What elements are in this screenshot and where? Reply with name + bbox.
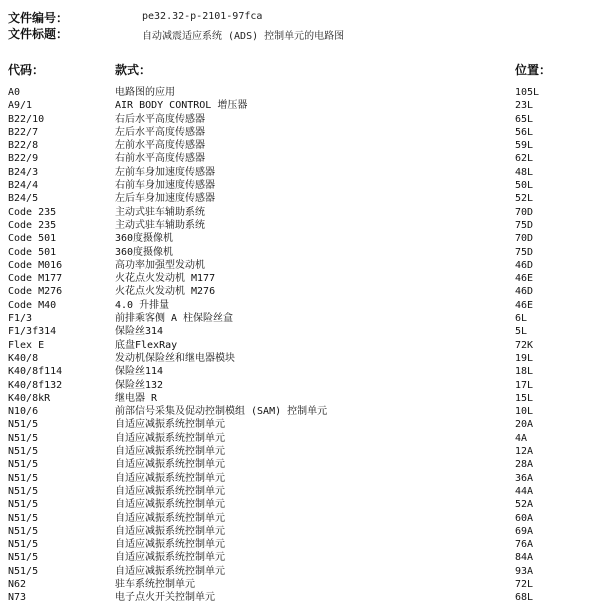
row-position: 46D (515, 286, 534, 298)
row-position: 28A (515, 459, 534, 471)
row-code: K40/8 (8, 352, 39, 364)
row-code: N51/5 (8, 419, 39, 431)
table-row (0, 166, 601, 179)
row-code: Code M016 (8, 259, 63, 271)
row-model: 自适应减振系统控制单元 (115, 539, 225, 551)
table-row (0, 272, 601, 285)
row-position: 60A (515, 512, 534, 524)
row-position: 12A (515, 446, 534, 458)
row-code: B22/8 (8, 140, 39, 152)
row-code: F1/3 (8, 313, 33, 325)
row-code: Code M40 (8, 299, 57, 311)
row-code: N51/5 (8, 472, 39, 484)
row-code: F1/3f314 (8, 326, 57, 338)
row-model: 自适应减振系统控制单元 (115, 446, 225, 458)
table-row (0, 565, 601, 578)
table-row (0, 392, 601, 405)
table-row (0, 179, 601, 192)
row-code: N73 (8, 592, 27, 604)
row-code: Flex E (8, 339, 45, 351)
row-code: K40/8kR (8, 392, 51, 404)
table-row (0, 206, 601, 219)
row-position: 75D (515, 246, 534, 258)
column-header-code: 代码： (8, 63, 45, 77)
column-header-position: 位置： (515, 63, 552, 77)
row-code: B24/3 (8, 166, 39, 178)
row-code: N51/5 (8, 446, 39, 458)
table-row (0, 418, 601, 431)
row-code: N51/5 (8, 525, 39, 537)
row-code: K40/8f114 (8, 366, 63, 378)
row-model: 左前车身加速度传感器 (115, 166, 215, 178)
row-position: 59L (515, 140, 534, 152)
row-code: Code 235 (8, 219, 57, 231)
row-code: B22/7 (8, 126, 39, 138)
row-position: 56L (515, 126, 534, 138)
row-model: 火花点火发动机 M276 (115, 286, 216, 298)
row-position: 20A (515, 419, 534, 431)
row-position: 23L (515, 100, 534, 112)
row-model: 自适应减振系统控制单元 (115, 525, 225, 537)
row-model: 左后水平高度传感器 (115, 126, 205, 138)
row-position: 5L (515, 326, 528, 338)
table-row (0, 219, 601, 232)
row-position: 10L (515, 406, 534, 418)
row-position: 36A (515, 472, 534, 484)
row-model: 自适应减振系统控制单元 (115, 472, 225, 484)
row-code: Code M276 (8, 286, 63, 298)
table-row (0, 458, 601, 471)
table-row (0, 405, 601, 418)
row-model: 自适应减振系统控制单元 (115, 432, 225, 444)
table-row (0, 445, 601, 458)
row-position: 48L (515, 166, 534, 178)
row-model: 保险丝132 (115, 379, 164, 391)
row-position: 46E (515, 299, 534, 311)
row-code: B24/4 (8, 180, 39, 192)
table-row (0, 432, 601, 445)
row-code: N51/5 (8, 432, 39, 444)
row-code: Code 501 (8, 233, 57, 245)
table-row (0, 86, 601, 99)
row-position: 70D (515, 206, 534, 218)
row-model: 电子点火开关控制单元 (115, 592, 215, 604)
row-position: 19L (515, 352, 534, 364)
doc-title-label: 文件标题： (8, 27, 69, 41)
row-code: A9/1 (8, 100, 33, 112)
table-row (0, 352, 601, 365)
row-model: 左前水平高度传感器 (115, 140, 205, 152)
row-position: 4A (515, 432, 528, 444)
row-model: 前排乘客侧 A 柱保险丝盒 (115, 313, 234, 325)
row-model: 保险丝314 (115, 326, 164, 338)
row-position: 62L (515, 153, 534, 165)
table-row (0, 232, 601, 245)
row-model: 4.0 升排量 (115, 299, 170, 311)
row-model: 自适应减振系统控制单元 (115, 565, 225, 577)
table-row (0, 472, 601, 485)
row-model: AIR BODY CONTROL 增压器 (115, 100, 248, 112)
row-position: 44A (515, 485, 534, 497)
row-model: 自适应减振系统控制单元 (115, 552, 225, 564)
table-row (0, 379, 601, 392)
table-row (0, 551, 601, 564)
table-row (0, 299, 601, 312)
table-row (0, 113, 601, 126)
row-position: 52L (515, 193, 534, 205)
row-position: 72L (515, 578, 534, 590)
row-code: B22/9 (8, 153, 39, 165)
row-position: 46E (515, 273, 534, 285)
row-position: 15L (515, 392, 534, 404)
table-row (0, 365, 601, 378)
row-position: 105L (515, 87, 540, 98)
table-row (0, 99, 601, 112)
row-position: 68L (515, 592, 534, 604)
row-model: 主动式驻车辅助系统 (115, 219, 205, 231)
row-position: 69A (515, 525, 534, 537)
row-position: 84A (515, 552, 534, 564)
row-position: 76A (515, 539, 534, 551)
row-code: Code 501 (8, 246, 57, 258)
row-code: N10/6 (8, 406, 39, 418)
table-row (0, 152, 601, 165)
row-code: A0 (8, 87, 21, 98)
row-code: N62 (8, 578, 27, 590)
row-model: 左后车身加速度传感器 (115, 193, 215, 205)
table-row (0, 591, 601, 604)
row-position: 65L (515, 113, 534, 125)
doc-number-value: pe32.32-p-2101-97fca (142, 11, 263, 22)
row-model: 主动式驻车辅助系统 (115, 206, 205, 218)
table-row (0, 485, 601, 498)
doc-title-value: 自动减震适应系统 (ADS) 控制单元的电路图 (142, 31, 345, 42)
row-model: 360度摄像机 (115, 233, 174, 245)
row-code: B24/5 (8, 193, 39, 205)
row-position: 17L (515, 379, 534, 391)
row-model: 右前水平高度传感器 (115, 153, 205, 165)
row-model: 保险丝114 (115, 366, 164, 378)
row-model: 驻车系统控制单元 (115, 578, 195, 590)
row-position: 75D (515, 219, 534, 231)
row-position: 70D (515, 233, 534, 245)
table-row (0, 339, 601, 352)
component-table (0, 86, 601, 605)
table-row (0, 525, 601, 538)
table-row (0, 578, 601, 591)
row-model: 自适应减振系统控制单元 (115, 499, 225, 511)
row-code: B22/10 (8, 113, 45, 125)
row-code: N51/5 (8, 539, 39, 551)
column-header-model: 款式： (115, 63, 152, 77)
row-model: 自适应减振系统控制单元 (115, 485, 225, 497)
row-code: N51/5 (8, 552, 39, 564)
row-model: 发动机保险丝和继电器模块 (115, 352, 235, 364)
row-model: 高功率加强型发动机 (115, 259, 205, 271)
row-model: 自适应减振系统控制单元 (115, 419, 225, 431)
row-model: 底盘FlexRay (115, 339, 178, 351)
table-row (0, 126, 601, 139)
row-position: 93A (515, 565, 534, 577)
table-row (0, 312, 601, 325)
row-model: 右后水平高度传感器 (115, 113, 205, 125)
table-row (0, 285, 601, 298)
row-model: 前部信号采集及促动控制模组 (SAM) 控制单元 (115, 406, 328, 418)
row-code: K40/8f132 (8, 379, 63, 391)
table-row (0, 246, 601, 259)
row-model: 360度摄像机 (115, 246, 174, 258)
row-model: 火花点火发动机 M177 (115, 273, 216, 285)
row-model: 自适应减振系统控制单元 (115, 512, 225, 524)
row-code: Code 235 (8, 206, 57, 218)
table-row (0, 259, 601, 272)
row-code: Code M177 (8, 273, 63, 285)
row-position: 6L (515, 313, 528, 325)
row-code: N51/5 (8, 459, 39, 471)
row-code: N51/5 (8, 499, 39, 511)
row-position: 46D (515, 259, 534, 271)
doc-number-label: 文件编号： (8, 11, 69, 25)
row-position: 52A (515, 499, 534, 511)
row-position: 18L (515, 366, 534, 378)
table-row (0, 512, 601, 525)
table-row (0, 192, 601, 205)
table-row (0, 325, 601, 338)
row-code: N51/5 (8, 512, 39, 524)
row-code: N51/5 (8, 485, 39, 497)
row-model: 电路图的应用 (115, 87, 175, 98)
row-position: 72K (515, 339, 534, 351)
row-code: N51/5 (8, 565, 39, 577)
row-position: 50L (515, 180, 534, 192)
table-row (0, 139, 601, 152)
row-model: 继电器 R (115, 392, 158, 404)
table-row (0, 498, 601, 511)
row-model: 右前车身加速度传感器 (115, 180, 215, 192)
row-model: 自适应减振系统控制单元 (115, 459, 225, 471)
table-row (0, 538, 601, 551)
